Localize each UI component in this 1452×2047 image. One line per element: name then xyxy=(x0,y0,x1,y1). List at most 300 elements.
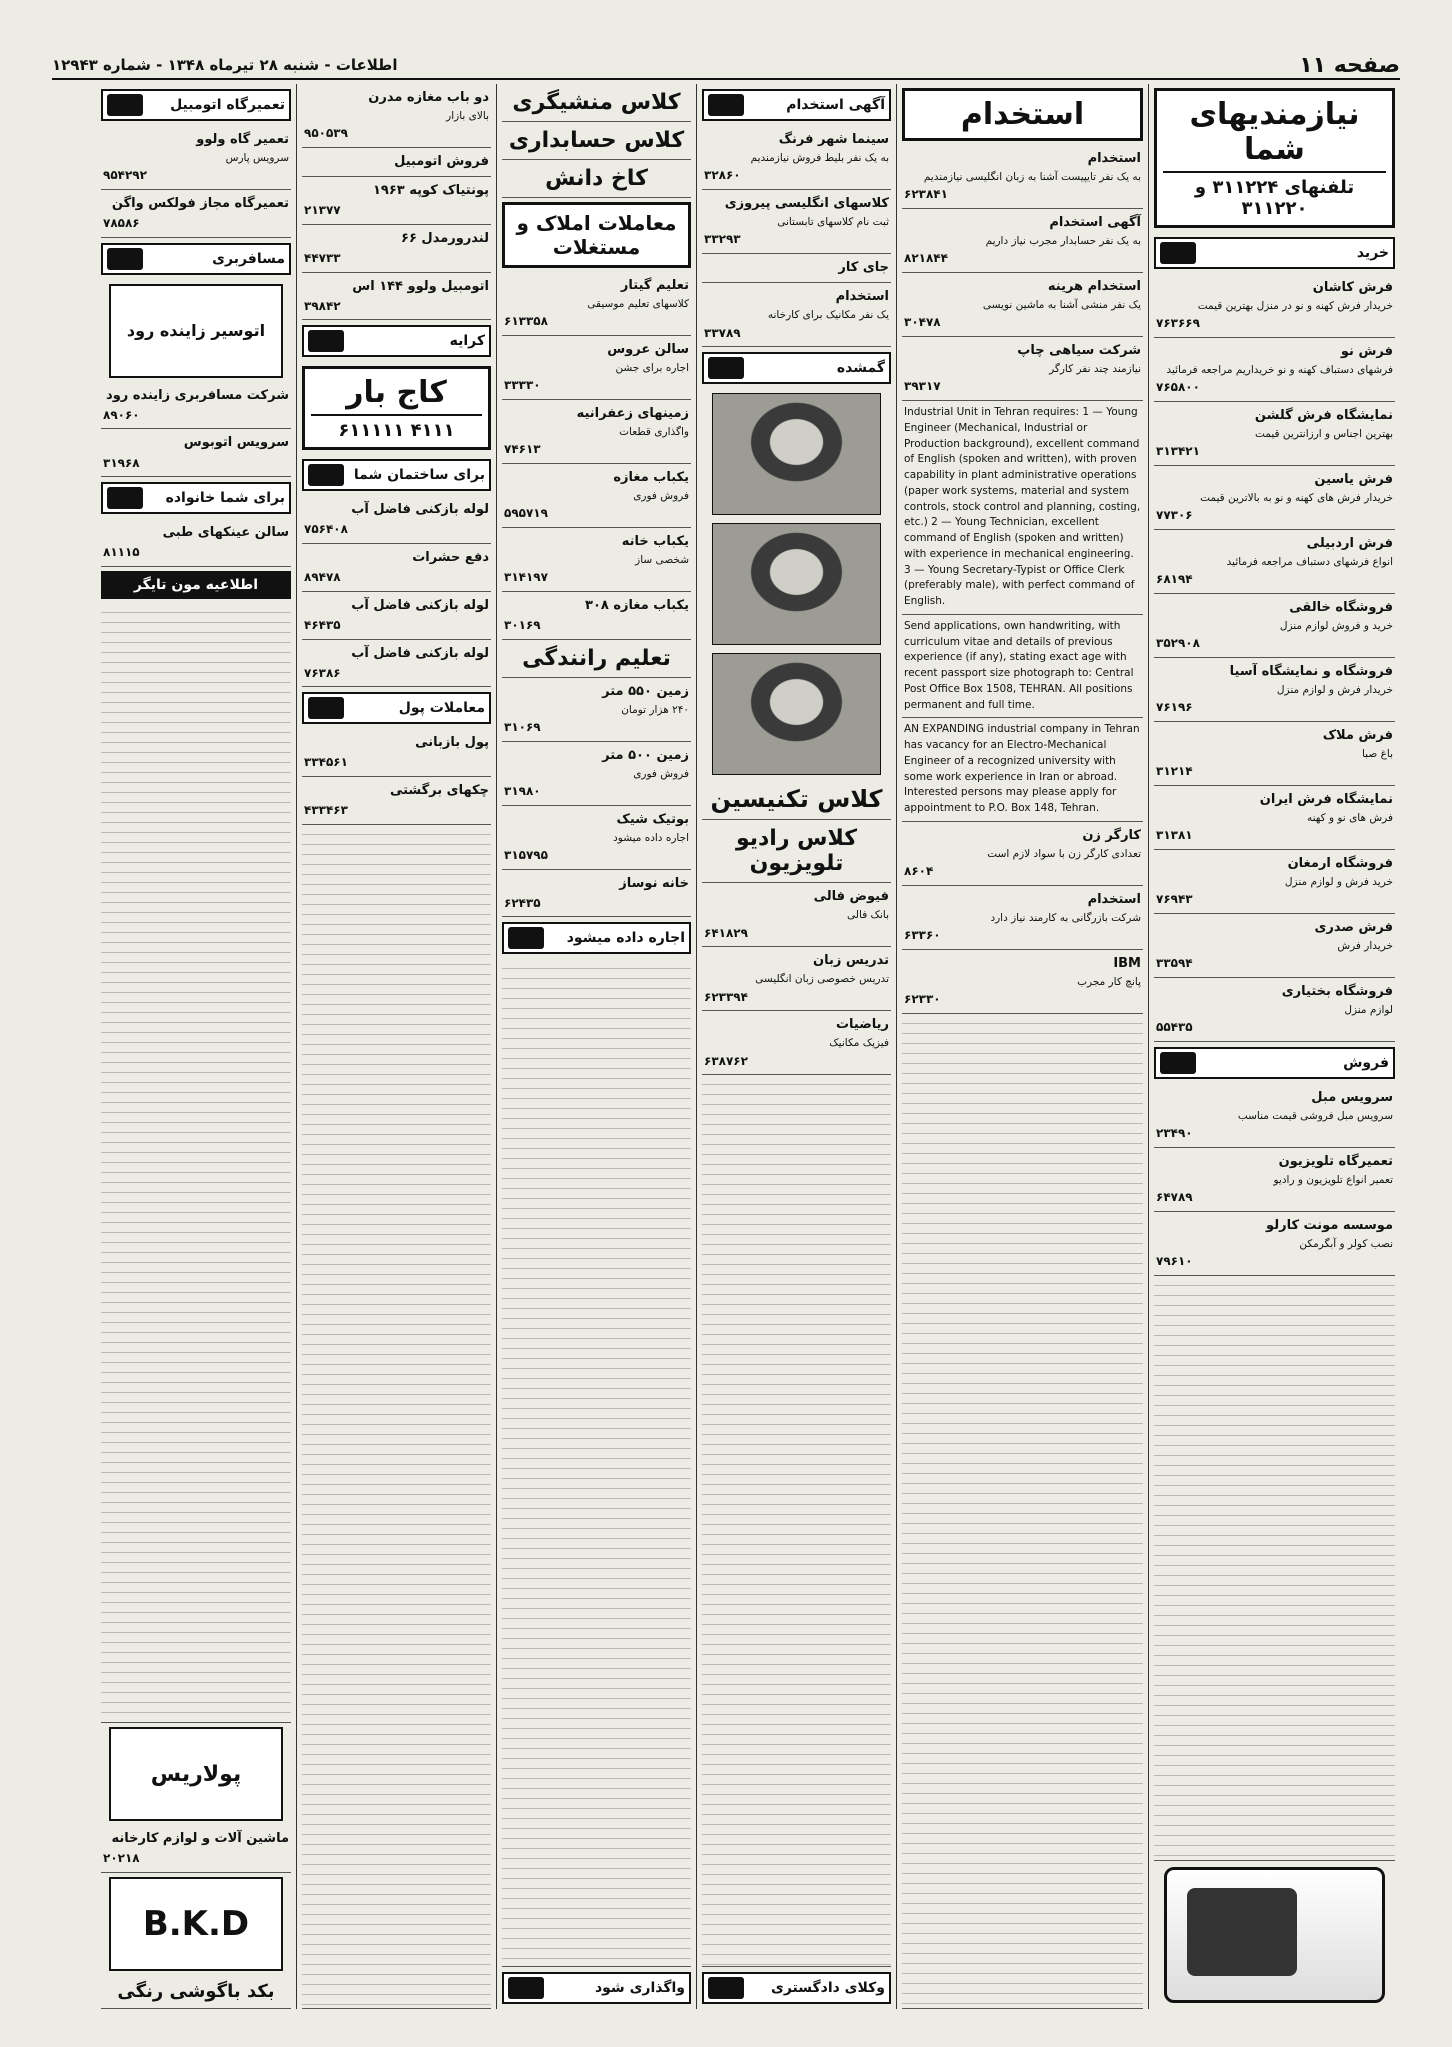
ad-text: باغ صبا xyxy=(1361,748,1393,761)
classified-ad xyxy=(502,400,691,464)
classified-ad xyxy=(502,336,691,400)
ad-phone: ۳۵۲۹۰۸ xyxy=(1156,636,1200,651)
ad-list xyxy=(101,1825,291,1873)
page-number: صفحه ۱۱ xyxy=(1299,52,1400,78)
classified-ad xyxy=(1154,658,1395,722)
ad-title: پونتیاک کوپه ۱۹۶۳ xyxy=(373,183,489,199)
ad-title: فرش کاشان xyxy=(1312,280,1393,295)
section-label: فروش xyxy=(1343,1055,1389,1071)
classified-ad xyxy=(1154,594,1395,658)
ad-title: فرش اردبیلی xyxy=(1306,536,1393,551)
ad-title: لوله بازکنی فاضل آب xyxy=(351,597,489,613)
classified-ad xyxy=(502,742,691,806)
ad-title: زمین ۵۰۰ متر xyxy=(602,747,689,763)
classified-ad xyxy=(502,806,691,870)
issue-info: اطلاعات - شنبه ۲۸ تیرماه ۱۳۴۸ - شماره ۱۲۹۴۳ xyxy=(52,56,398,74)
ad-title: بوتیک شیک xyxy=(616,811,689,827)
ad-phone: ۷۶۵۸۰۰ xyxy=(1156,380,1200,395)
ad-title: لوله بازکنی فاضل آب xyxy=(351,502,489,518)
ad-list xyxy=(1154,1084,1395,1276)
ad-text: فروش فوری xyxy=(633,490,689,503)
megaphone-icon xyxy=(708,94,744,116)
ad-phone: ۶۴۱۸۲۹ xyxy=(704,925,748,940)
ad-phone: ۳۱۲۱۴ xyxy=(1156,764,1193,779)
classified-ad xyxy=(1154,722,1395,786)
column-5 xyxy=(296,84,496,2009)
ad-phone: ۳۰۴۷۸ xyxy=(904,315,941,330)
ad-title: کارگر زن xyxy=(1082,827,1141,843)
car-icon xyxy=(107,94,143,116)
ad-list xyxy=(101,519,291,567)
ad-list xyxy=(902,822,1143,1014)
classified-text xyxy=(101,603,291,1723)
english-ad-1: Industrial Unit in Tehran requires: 1 — Young Engineer (Mechanical, Industrial or Production background), excellent command of English (spoken and written), with proven capability in plant administrative operations (paper work systems, material and system controls, stock control and planning, costing, etc.) 2 — Young Technician, excellent command of English (spoken and written) with experience in mechanical engineering. 3 — Young Secretary-Typist or Office Clerk (preferably male), with perfect command of English. xyxy=(902,401,1143,615)
classified-ad xyxy=(1154,914,1395,978)
ad-list xyxy=(902,145,1143,401)
driving-school: تعلیم رانندگی xyxy=(502,640,691,678)
ad-text: بالای بازار xyxy=(446,110,489,123)
ad-phone: ۶۲۴۳۵ xyxy=(504,895,541,910)
ad-list xyxy=(101,382,291,477)
class-monshi: کلاس منشیگری xyxy=(502,84,691,122)
ad-title: آگهی استخدام xyxy=(1049,215,1141,230)
ad-phone: ۳۹۳۱۷ xyxy=(904,379,941,394)
ad-text: اجاره برای جشن xyxy=(615,362,689,375)
ad-phone: ۷۶۱۹۶ xyxy=(1156,700,1193,715)
ad-phone: ۳۱۴۱۹۷ xyxy=(504,570,548,585)
classified-ad xyxy=(302,177,491,225)
ad-phone: ۳۳۴۵۶۱ xyxy=(304,755,348,770)
ad-title: فیوض فالی xyxy=(813,889,889,905)
classified-ad xyxy=(101,190,291,238)
section-label: آگهی استخدام xyxy=(786,97,885,113)
section-label: کرایه xyxy=(449,333,485,350)
ad-title: سرویس مبل xyxy=(1311,1090,1393,1105)
ad-phone: ۲۳۴۹۰ xyxy=(1156,1126,1193,1141)
ad-list xyxy=(302,84,491,320)
ad-text: سرویس پارس xyxy=(225,152,289,165)
classified-text xyxy=(902,1014,1143,2009)
ad-phone: ۷۶۳۶۶۹ xyxy=(1156,316,1200,331)
ad-phone: ۳۳۷۸۹ xyxy=(704,325,741,340)
ad-title: فرش ملاک xyxy=(1322,728,1393,743)
ad-phone: ۷۶۳۸۶ xyxy=(304,665,341,680)
ad-phone: ۸۹۴۷۸ xyxy=(304,570,341,585)
section-rent xyxy=(302,325,491,357)
ad-text: شرکت بازرگانی به کارمند نیاز دارد xyxy=(990,911,1141,924)
classified-ad xyxy=(1154,402,1395,466)
ad-phone: ۳۱۰۶۹ xyxy=(504,720,541,735)
ad-text: شخصی ساز xyxy=(635,554,689,567)
ad-phone: ۸۶۰۴ xyxy=(904,864,934,879)
kakh-danesh: کاخ دانش xyxy=(502,160,691,198)
ad-phone: ۹۵۰۵۳۹ xyxy=(304,126,348,141)
classified-ad xyxy=(902,145,1143,209)
ad-text: بانک فالی xyxy=(847,909,889,922)
ad-list xyxy=(302,496,491,687)
section-label: برای ساختمان شما xyxy=(353,467,485,484)
classified-ad xyxy=(1154,850,1395,914)
ad-phone: ۲۱۳۷۷ xyxy=(304,203,341,218)
section-money xyxy=(302,692,491,724)
classified-ad xyxy=(1154,466,1395,530)
section-kharid xyxy=(1154,237,1395,269)
ad-text: اجاره داده میشود xyxy=(613,831,689,844)
classified-ad xyxy=(101,1825,291,1873)
ad-list xyxy=(702,126,891,347)
classified-ad xyxy=(702,283,891,347)
ad-title: سالن عینکهای طبی xyxy=(162,525,289,541)
ad-title: دو باب مغازه مدرن xyxy=(368,90,489,105)
ad-list xyxy=(302,729,491,824)
ad-title: استخدام xyxy=(1087,151,1141,166)
tag-icon xyxy=(1160,1052,1196,1074)
ad-text: به یک نفر حسابدار مجرب نیاز داریم xyxy=(985,235,1141,248)
ad-phone: ۳۲۸۶۰ xyxy=(704,168,741,183)
classified-ad xyxy=(902,209,1143,273)
ad-text: ثبت نام کلاسهای تابستانی xyxy=(777,216,889,229)
ad-phone: ۳۳۲۹۳ xyxy=(704,232,741,247)
ad-phone: ۶۸۱۹۴ xyxy=(1156,572,1193,587)
ad-phone: ۸۹۰۶۰ xyxy=(103,407,140,422)
ad-title: لوله بازکنی فاضل آب xyxy=(351,645,489,661)
polaris-logo: پولاریس xyxy=(109,1727,283,1821)
classified-text xyxy=(702,1075,891,1967)
kaj-bar-ad xyxy=(302,366,491,450)
ad-phone: ۴۳۳۴۶۳ xyxy=(304,803,348,818)
ad-phone: ۵۹۵۷۱۹ xyxy=(504,506,548,521)
column-4 xyxy=(496,84,696,2009)
classified-ad xyxy=(502,592,691,640)
ad-title: فروشگاه ارمغان xyxy=(1287,856,1393,871)
ad-phone: ۸۲۱۸۴۴ xyxy=(904,251,948,266)
ad-text: به یک نفر بلیط فروش نیازمندیم xyxy=(750,152,889,165)
class-hesab: کلاس حسابداری xyxy=(502,122,691,160)
ad-text: به یک نفر تایپیست آشنا به زبان انگلیسی نیازمندیم xyxy=(923,171,1141,184)
person-photo xyxy=(712,393,881,515)
classified-ad xyxy=(302,544,491,592)
classified-ad xyxy=(1154,338,1395,402)
ad-text: یک نفر منشی آشنا به ماشین نویسی xyxy=(982,299,1141,312)
ad-title: اتومبیل ولوو ۱۴۴ اس xyxy=(352,278,489,294)
english-ad-3: AN EXPANDING industrial company in Tehran has vacancy for an Electro-Mechanical Engineer of a recognized university with some work experience in Iran or abroad. Interested persons may please apply for appointment to P.O. Box 148, Tehran. xyxy=(902,718,1143,822)
ad-title: نمایشگاه فرش ایران xyxy=(1259,792,1393,807)
banner-phones: تلفنهای ۳۱۱۲۲۴ و ۳۱۱۲۲۰ xyxy=(1163,171,1386,219)
ad-text: خرید و فروش لوازم منزل xyxy=(1279,620,1393,633)
ad-phone: ۷۴۶۱۳ xyxy=(504,442,541,457)
ad-phone: ۷۷۳۰۶ xyxy=(1156,508,1193,523)
scales-icon xyxy=(708,1977,744,1999)
classified-ad xyxy=(101,519,291,567)
ad-phone: ۳۳۵۹۴ xyxy=(1156,956,1193,971)
ad-phone: ۳۱۹۸۰ xyxy=(504,784,541,799)
person-photo xyxy=(712,523,881,645)
ad-phone: ۳۱۳۸۱ xyxy=(1156,828,1193,843)
ad-title: فرش صدری xyxy=(1314,920,1393,935)
section-label: معاملات پول xyxy=(398,700,485,717)
section-car-repair xyxy=(101,89,291,121)
section-label: وکلای دادگستری xyxy=(771,1980,885,1996)
ad-text: پانچ کار مجرب xyxy=(1077,975,1141,988)
classified-text xyxy=(502,959,691,1967)
ad-phone: ۳۰۱۶۹ xyxy=(504,618,541,633)
ad-text: فرشهای دستباف کهنه و نو خریداریم مراجعه فرمائید xyxy=(1166,364,1393,377)
ad-text: نصب کولر و آبگرمکن xyxy=(1299,1238,1393,1251)
classified-ad xyxy=(502,528,691,592)
ad-text: خرید فرش و لوازم منزل xyxy=(1284,876,1393,889)
classified-ad xyxy=(902,822,1143,886)
ad-phone: ۶۲۳۸۴۱ xyxy=(904,187,948,202)
banner-title: نیازمندیهای شما xyxy=(1189,97,1360,167)
ad-phone: ۳۱۵۷۹۵ xyxy=(504,848,548,863)
ad-title: تعمیرگاه تلویزیون xyxy=(1278,1154,1393,1169)
ad-title: پول بازبانی xyxy=(415,735,489,751)
ad-phone: ۶۳۳۶۰ xyxy=(904,928,941,943)
english-ad-2: Send applications, own handwriting, with curriculum vitae and details of previous experience (if any), stating exact age with recent passport size photograph to: Central Post Office Box 1508, TEHRAN. All positions permanent and full time. xyxy=(902,615,1143,719)
classified-ad xyxy=(302,592,491,640)
employment-banner xyxy=(902,88,1143,141)
ad-text: انواع فرشهای دستباف مراجعه فرمائید xyxy=(1226,556,1393,569)
ad-phone: ۶۳۸۷۶۲ xyxy=(704,1053,748,1068)
ad-text: فرش های نو و کهنه xyxy=(1307,812,1393,825)
kaj-bar-phone: ۴۱۱۱ ۶۱۱۱۱۱ xyxy=(311,414,482,441)
family-icon xyxy=(107,487,143,509)
classified-ad xyxy=(1154,1212,1395,1276)
bus-icon xyxy=(107,248,143,270)
ad-phone: ۶۲۳۳۰ xyxy=(904,992,941,1007)
needs-banner xyxy=(1154,88,1395,228)
ad-phone: ۲۰۲۱۸ xyxy=(103,1851,140,1866)
ad-title: سینما شهر فرنگ xyxy=(778,132,889,147)
classified-ad xyxy=(101,382,291,430)
ad-text: لوازم منزل xyxy=(1344,1004,1393,1017)
classified-ad xyxy=(1154,978,1395,1042)
ad-title: شرکت سیاهی چاپ xyxy=(1017,343,1141,358)
ad-phone: ۳۱۳۴۲۱ xyxy=(1156,444,1200,459)
ad-phone: ۷۵۶۴۰۸ xyxy=(304,522,348,537)
ad-title: تدریس زبان xyxy=(812,953,889,969)
classified-ad xyxy=(302,225,491,273)
key-icon xyxy=(508,927,544,949)
ad-title: فرش یاسین xyxy=(1314,472,1393,487)
bkd-logo: B.K.D xyxy=(109,1877,283,1971)
ad-phone: ۷۶۹۴۳ xyxy=(1156,892,1193,907)
ad-title: سالن عروس xyxy=(607,342,689,357)
ad-title: زمینهای زعفرانیه xyxy=(576,406,689,421)
house-icon xyxy=(308,464,344,486)
ad-title: خانه نوساز xyxy=(619,875,689,891)
ad-title: جای کار xyxy=(838,260,889,275)
ad-phone: ۳۹۸۴۲ xyxy=(304,298,341,313)
classified-ad xyxy=(302,640,491,688)
ad-list xyxy=(702,883,891,1075)
person-photo xyxy=(712,653,881,775)
section-forush xyxy=(1154,1047,1395,1079)
bus-company-logo: اتوسیر زاینده رود xyxy=(109,284,283,378)
classified-ad xyxy=(902,950,1143,1014)
ad-text: تعمیر انواع تلویزیون و رادیو xyxy=(1273,1174,1393,1187)
section-label: برای شما خانواده xyxy=(165,490,285,507)
classified-ad xyxy=(1154,786,1395,850)
ad-text: تعدادی کارگر زن با سواد لازم است xyxy=(987,847,1141,860)
ad-phone: ۳۳۳۳۰ xyxy=(504,378,541,393)
real-estate-banner xyxy=(502,202,691,268)
ad-title: موسسه مونت کارلو xyxy=(1266,1218,1393,1233)
ad-title: تعمیر گاه ولوو xyxy=(196,132,289,147)
classified-ad xyxy=(502,272,691,336)
ad-phone: ۹۵۴۲۹۲ xyxy=(103,168,147,183)
section-label: تعمیرگاه اتومبیل xyxy=(170,97,285,113)
classified-ad xyxy=(302,496,491,544)
ad-text: کلاسهای تعلیم موسیقی xyxy=(587,298,689,311)
section-label: واگذاری شود xyxy=(594,1980,685,1996)
section-transfer xyxy=(502,1972,691,2004)
section-travel xyxy=(101,243,291,275)
classified-ad xyxy=(1154,274,1395,338)
classified-ad xyxy=(902,886,1143,950)
ad-title: استخدام xyxy=(835,289,889,305)
ad-phone: ۷۹۶۱۰ xyxy=(1156,1254,1193,1269)
section-for-rent xyxy=(502,922,691,954)
ad-text: فیزیک مکانیک xyxy=(829,1037,889,1050)
section-label: گمشده xyxy=(836,360,885,377)
classified-ad xyxy=(302,273,491,321)
classified-text xyxy=(302,825,491,2009)
ad-list xyxy=(101,126,291,238)
column-3 xyxy=(696,84,896,2009)
column-2 xyxy=(896,84,1148,2009)
page-header xyxy=(52,52,1400,80)
ad-title: استخدام xyxy=(1087,891,1141,907)
section-lost xyxy=(702,352,891,384)
classified-ad xyxy=(302,729,491,777)
classified-ad xyxy=(702,883,891,947)
car-icon xyxy=(308,330,344,352)
ad-title: ماشین آلات و لوازم کارخانه xyxy=(111,1831,289,1847)
ad-phone: ۸۱۱۱۵ xyxy=(103,545,140,560)
section-family xyxy=(101,482,291,514)
classified-ad xyxy=(902,337,1143,401)
ad-title: تعمیرگاه مجاز فولکس واگن xyxy=(111,196,289,211)
ad-title: فروشگاه بختیاری xyxy=(1281,984,1393,999)
classified-ad xyxy=(302,777,491,825)
classified-ad xyxy=(101,429,291,477)
ad-title: دفع حشرات xyxy=(412,550,489,566)
ad-title: ریاضیات xyxy=(835,1017,889,1033)
money-icon xyxy=(308,697,344,719)
ad-phone: ۶۱۳۳۵۸ xyxy=(504,314,548,329)
banner-title: معاملات املاک و مستغلات xyxy=(516,211,677,259)
ad-title: شرکت مسافربری زاینده رود xyxy=(106,387,289,403)
ad-phone: ۴۶۴۳۵ xyxy=(304,617,341,632)
classified-ad xyxy=(702,1011,891,1075)
ad-title: فرش نو xyxy=(1340,344,1393,359)
ad-text: فروش فوری xyxy=(633,767,689,780)
column-1 xyxy=(1148,84,1400,2009)
column-6 xyxy=(96,84,296,2009)
ad-list xyxy=(502,272,691,640)
ad-title: یکباب خانه xyxy=(621,534,689,549)
classified-ad xyxy=(302,84,491,148)
classified-ad xyxy=(702,126,891,190)
classified-text xyxy=(1154,1276,1395,1861)
ad-title: لندرورمدل ۶۶ xyxy=(401,230,489,246)
classified-ad xyxy=(702,190,891,254)
classified-ad xyxy=(502,870,691,918)
ad-text: واگذاری قطعات xyxy=(619,426,689,439)
ad-title: استخدام هرینه xyxy=(1047,279,1141,294)
ad-title: نمایشگاه فرش گلشن xyxy=(1254,408,1393,423)
classified-ad xyxy=(1154,1148,1395,1212)
ad-title: تعلیم گیتار xyxy=(620,278,689,293)
bkd-subtitle: بکد باگوشی رنگی xyxy=(101,1975,291,2009)
class-radio: کلاس رادیو تلویزیون xyxy=(702,820,891,883)
classified-ad xyxy=(502,678,691,742)
classified-ad xyxy=(1154,530,1395,594)
ad-title: چکهای برگشتی xyxy=(389,783,489,799)
columns xyxy=(52,84,1400,2009)
ad-phone: ۶۴۷۸۹ xyxy=(1156,1190,1193,1205)
ad-text: خریدار فرش های کهنه و نو به بالاترین قیمت xyxy=(1200,492,1393,505)
ad-phone: ۳۱۹۶۸ xyxy=(103,455,140,470)
television-illustration xyxy=(1164,1867,1385,2003)
ad-list xyxy=(502,678,691,918)
ad-text: سرویس مبل فروشی قیمت مناسب xyxy=(1237,1110,1393,1123)
section-label: خرید xyxy=(1356,245,1389,261)
classified-ad xyxy=(302,148,491,177)
handshake-icon xyxy=(508,1977,544,1999)
ad-title: یکباب مغازه ۳۰۸ xyxy=(585,598,689,613)
classified-ad xyxy=(502,464,691,528)
ad-text: بهترین اجناس و ارزانترین قیمت xyxy=(1255,428,1393,441)
ad-title: یکباب مغازه xyxy=(613,470,689,485)
ad-text: خریدار فرش xyxy=(1337,940,1393,953)
section-lawyers xyxy=(702,1972,891,2004)
ad-phone: ۷۸۵۸۶ xyxy=(103,216,140,231)
ad-phone: ۴۴۷۳۳ xyxy=(304,251,341,266)
ad-phone: ۶۲۳۳۹۴ xyxy=(704,989,748,1004)
ad-text: خریدار فرش و لوازم منزل xyxy=(1276,684,1393,697)
classified-ad xyxy=(702,947,891,1011)
ad-text: یک نفر مکانیک برای کارخانه xyxy=(767,309,889,322)
class-tech: کلاس تکنیسین xyxy=(702,779,891,820)
ad-title: IBM xyxy=(1113,955,1141,971)
classified-ad xyxy=(702,254,891,283)
ad-title: فروشگاه خالقی xyxy=(1289,600,1393,615)
ad-title: زمین ۵۵۰ متر xyxy=(602,683,689,699)
ad-title: کلاسهای انگلیسی پیروزی xyxy=(724,196,889,211)
search-icon xyxy=(708,357,744,379)
kaj-bar-title: کاج بار xyxy=(346,375,447,411)
carpet-icon xyxy=(1160,242,1196,264)
section-employment xyxy=(702,89,891,121)
ad-title: فروش اتومبیل xyxy=(394,154,489,169)
section-label: اجاره داده میشود xyxy=(566,930,685,947)
section-building xyxy=(302,459,491,491)
section-label: مسافربری xyxy=(212,250,285,267)
banner-title: استخدام xyxy=(960,97,1085,132)
ad-phone: ۵۵۴۳۵ xyxy=(1156,1020,1193,1035)
ad-list xyxy=(1154,274,1395,1042)
ad-title: سرویس اتوبوس xyxy=(183,435,289,451)
ad-text: نیازمند چند نفر کارگر xyxy=(1049,363,1141,376)
ad-text: خریدار فرش کهنه و نو در منزل بهترین قیمت xyxy=(1197,300,1393,313)
classified-ad xyxy=(1154,1084,1395,1148)
classified-ad xyxy=(902,273,1143,337)
mon-tiger-notice: اطلاعیه مون تایگر xyxy=(101,571,291,599)
ad-text: تدریس خصوصی زبان انگلیسی xyxy=(755,973,889,986)
ad-text: ۲۴۰ هزار تومان xyxy=(621,703,689,716)
